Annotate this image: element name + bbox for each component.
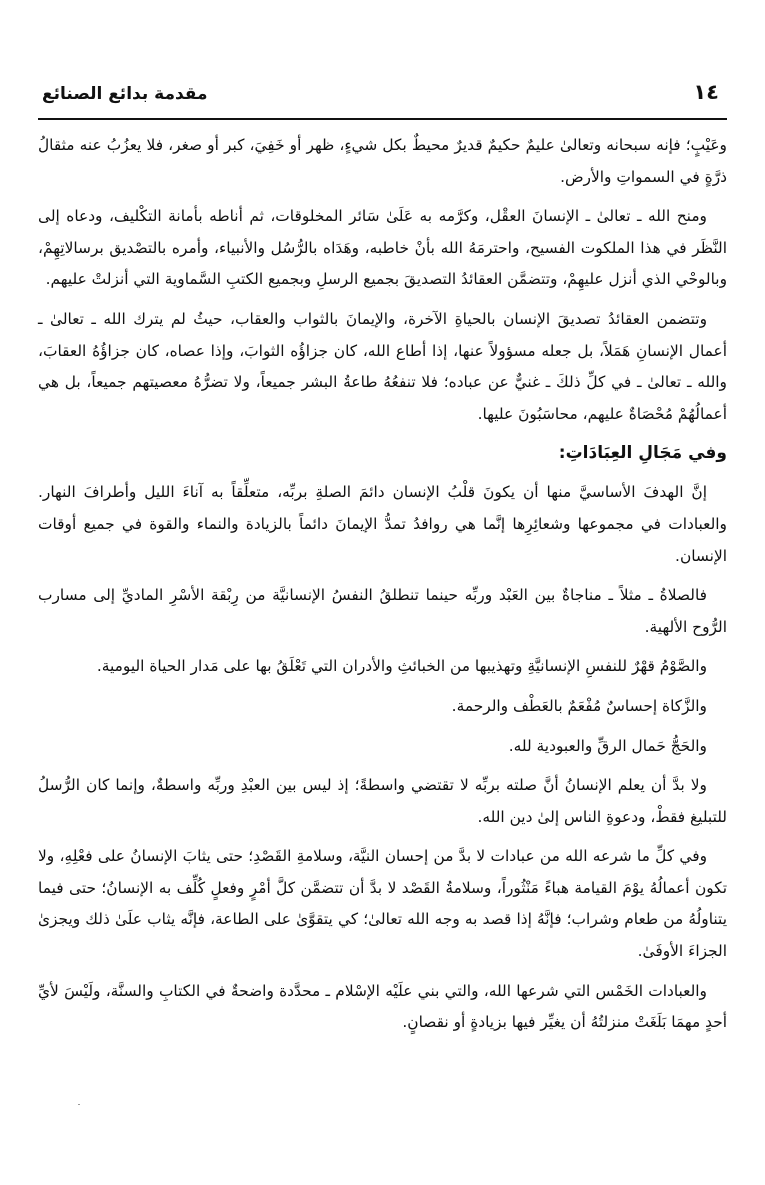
running-title: مقدمة بدائع الصنائع [42, 84, 208, 104]
paragraph-hajj: والحَجُّ حَمال الرقِّ والعبودية لله. [508, 736, 707, 755]
paragraph-prayer: فالصلاةُ ـ مثلاً ـ مناجاةٌ بين العَبْد وربِّه حينما تنطلقُ النفسُ الإنسانيَّة من رِبْقة الأسْرِ الماديِّ إلى مسارب الرُّوح الألهية. [38, 586, 727, 636]
paragraph-intention: وفي كلِّ ما شرعه الله من عبادات لا بدَّ من إحسان النيَّة، وسلامةِ القَصْدِ؛ حتى يثابَ الإنسانُ على فعْلِهِ، ولا تكون أعمالُهُ يوْمَ القيامة هباءً مَنْثُوراً، وسلامةُ القَصْد لا بدَّ أن تتضمَّن كلَّ أمْرٍ وفعلٍ كُلِّف به الإنسانُ؛ حتى فيما يتناولُهُ من طعام وشراب؛ فإنَّهُ إذا قصد به وجه الله تعالىٰ؛ كي يتقوَّىٰ على الطاعة، فإنَّه يثاب علَىٰ ذلك ويجزىٰ الجزاءَ الأوفَىٰ. [38, 847, 727, 961]
paragraph-five-worships: والعبادات الخَمْس التي شرعها الله، والتي بني علَيْه الإسْلام ـ محدَّدة واضحةٌ في الكتابِ والسنَّة، ولَيْسَ لأيِّ أحدٍ مهمَا بَلَغَتْ منزلتُهُ أن يغيِّر فيها بزيادةٍ أو نقصانٍ. [38, 981, 727, 1032]
paragraph-continuation: وعَيْبٍ؛ فإنه سبحانه وتعالىٰ عليمٌ حكيمٌ قديرٌ محيطٌ بكل شيءٍ، ظهر أو خَفِيَ، كبر أو صغر، فلا يعزُبُ عنه مثقالُ ذرَّةٍ في السمواتِ والأرض. [38, 136, 727, 186]
paragraph-zakat: والزَّكاة إحساسٌ مُفْعَمٌ بالعَطْف والرحمة. [451, 696, 707, 715]
page-body [38, 130, 727, 1047]
paragraph-fasting: والصَّوْمُ قهْرٌ للنفسِ الإنسانيَّةِ وتهذيبها من الخبائثِ والأدران التي تَعْلَقُ بها على مَدار الحياة اليومية. [96, 657, 707, 676]
paragraph-reason: ومنح الله ـ تعالىٰ ـ الإنسانَ العقْل، وكرَّمه به عَلَىٰ سَائر المخلوقات، ثم أناطه بأمانة التكْليف، ودعاه إلى النَّظَر في هذا الملكوت الفسيح، واحترمَهُ الله بأنْ خاطبه، وهَدَاه بالرُّسُل والأنبياء، وأمره بالتصْديق برسالاتِهِمْ، وبالوحْي الذي أنزل عليهِمْ، وتتضمَّن العقائدُ التصديقَ بجميع الرسلِ وبجميع الكتبِ السَّماوية التي أنزلتْ عليهم. [38, 207, 727, 289]
paragraph-worship-goal: إنَّ الهدفَ الأساسيَّ منها أن يكونَ قلْبُ الإنسان دائمَ الصلةِ بربِّه، متعلِّقاً به آناءَ الليل وأطرافَ النهار. والعبادات في مجموعها وشعائِرِها إنَّما هي روافدُ تمدُّ الإيمانَ دائماً بالزيادة والنماء والقوة في جميع أوقات الإنسان. [38, 483, 727, 565]
paragraph-no-intermediary: ولا بدَّ أن يعلم الإنسانُ أنَّ صلته بربِّه لا تقتضي واسطةً؛ إذ ليس بين العبْدِ وربِّه واسطةٌ، وإنما كان الرُّسلُ للتبليغ فقطْ، ودعوةِ الناس إلىٰ دين الله. [38, 776, 727, 826]
page-number: ١٤ [693, 80, 719, 104]
paragraph-afterlife: وتتضمن العقائدُ تصديقَ الإنسان بالحياةِ الآخرة، والإيمانَ بالثواب والعقاب، حيثُ لم يترك الله ـ تعالىٰ ـ أعمال الإنسانِ هَمَلاً، بل جعله مسؤولاً عنها، إذا أطاع الله، كان جزاؤُه الثوابَ، وإذا عصاه، كان جزاؤُهُ العقابَ، والله ـ تعالىٰ ـ في كلِّ ذلكَ ـ غنيٌّ عن عباده؛ فلا تنفعُهُ طاعةُ البشر جميعاً، ولا تضرُّهُ معصيتهم جميعاً، بل هي أعمالُهُمْ مُحْصَاةٌ عليهم، محاسَبُونَ عليها. [38, 309, 727, 423]
book-page [38, 78, 727, 1032]
print-speck [78, 1104, 80, 1105]
header-divider [38, 118, 727, 120]
page-header [38, 78, 727, 116]
section-heading-worship: وفي مَجَالِ العِبَادَاتِ: [558, 443, 727, 464]
